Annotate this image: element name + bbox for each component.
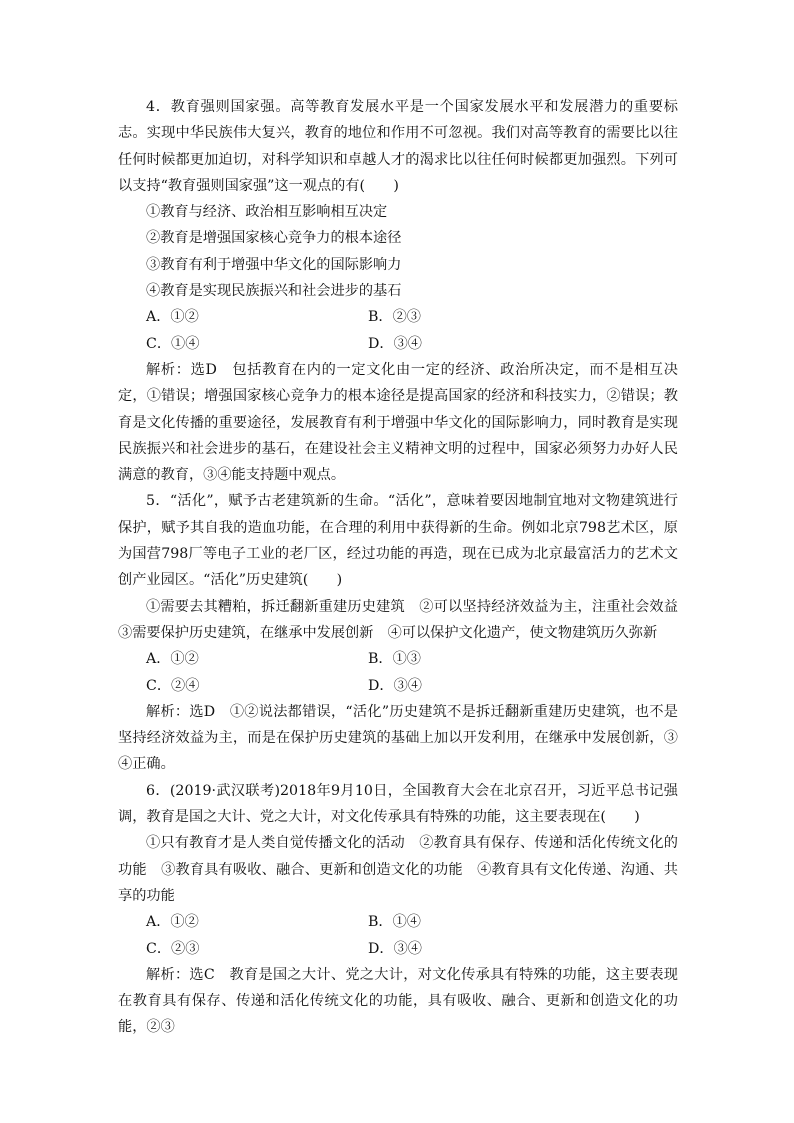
statement: ②教育是增强国家核心竞争力的根本途径 [146, 230, 402, 247]
options-row [118, 909, 678, 935]
option-d: D．③④ [368, 677, 422, 694]
question-stem: 4．教育强则国家强。高等教育发展水平是一个国家发展水平和发展潜力的重要标志。实现中华民族伟大复兴，教育的地位和作用不可忽视。我们对高等教育的需要比以往任何时候都更加迫切，对科学知识和卓越人才的渴求比以往任何时候都更加强烈。下列可以支持“教育强则国家强”这一观点的有( ) [118, 99, 678, 194]
option-d: D．③④ [368, 940, 422, 957]
option-b: B．②③ [368, 309, 421, 326]
option-b: B．①④ [368, 914, 421, 931]
options-row [118, 304, 678, 330]
options-row [118, 673, 678, 699]
statement: ③教育有利于增强中华文化的国际影响力 [146, 256, 402, 273]
document-page [118, 94, 678, 1041]
question-stem: 6．(2019·武汉联考)2018年9月10日，全国教育大会在北京召开，习近平总书记强调，教育是国之大计、党之大计，对文化传承具有特殊的功能，这主要表现在( ) [118, 782, 678, 826]
statements: ①需要去其糟粕，拆迁翻新重建历史建筑 ②可以坚持经济效益为主，注重社会效益③需要保护历史建筑，在继承中发展创新 ④可以保护文化遗产，使文物建筑历久弥新 [118, 598, 678, 641]
analysis: 解析：选D ①②说法都错误，“活化”历史建筑不是拆迁翻新重建历史建筑，也不是坚持经济效益为主，而是在保护历史建筑的基础上加以开发利用，在继承中发展创新，③④正确。 [118, 703, 678, 773]
question-5 [118, 488, 678, 777]
statement: ①教育与经济、政治相互影响相互决定 [146, 204, 388, 221]
option-d: D．③④ [368, 335, 422, 352]
statements: ①只有教育才是人类自觉传播文化的活动 ②教育具有保存、传递和活化传统文化的功能 ③教育具有吸收、融合、更新和创造文化的功能 ④教育具有文化传递、沟通、共享的功能 [118, 835, 678, 904]
options-row [118, 331, 678, 357]
option-b: B．①③ [368, 651, 421, 668]
option-a: A．①② [146, 914, 199, 931]
question-6 [118, 778, 678, 1041]
options-row [118, 936, 678, 962]
option-a: A．①② [146, 309, 199, 326]
analysis: 解析：选D 包括教育在内的一定文化由一定的经济、政治所决定，而不是相互决定，①错误；增强国家核心竞争力的根本途径是提高国家的经济和科技实力，②错误；教育是文化传播的重要途径，发展教育有利于增强中华文化的国际影响力，同时教育是实现民族振兴和社会进步的基石，在建设社会主义精神文明的过程中，国家必须努力办好人民满意的教育，③④能支持题中观点。 [118, 361, 678, 484]
question-stem: 5．“活化”，赋予古老建筑新的生命。“活化”，意味着要因地制宜地对文物建筑进行保护，赋予其自我的造血功能，在合理的利用中获得新的生命。例如北京798艺术区，原为国营798厂等电子工业的老厂区，经过功能的再造，现在已成为北京最富活力的艺术文创产业园区。“活化”历史建筑( ) [118, 493, 678, 589]
option-c: C．①④ [146, 335, 200, 352]
question-4 [118, 94, 678, 488]
analysis: 解析：选C 教育是国之大计、党之大计，对文化传承具有特殊的功能，这主要表现在教育具有保存、传递和活化传统文化的功能，具有吸收、融合、更新和创造文化的功能，②③ [118, 966, 678, 1036]
option-a: A．①② [146, 651, 199, 668]
statement: ④教育是实现民族振兴和社会进步的基石 [146, 283, 402, 300]
option-c: C．②③ [146, 940, 200, 957]
option-c: C．②④ [146, 677, 200, 694]
options-row [118, 646, 678, 672]
